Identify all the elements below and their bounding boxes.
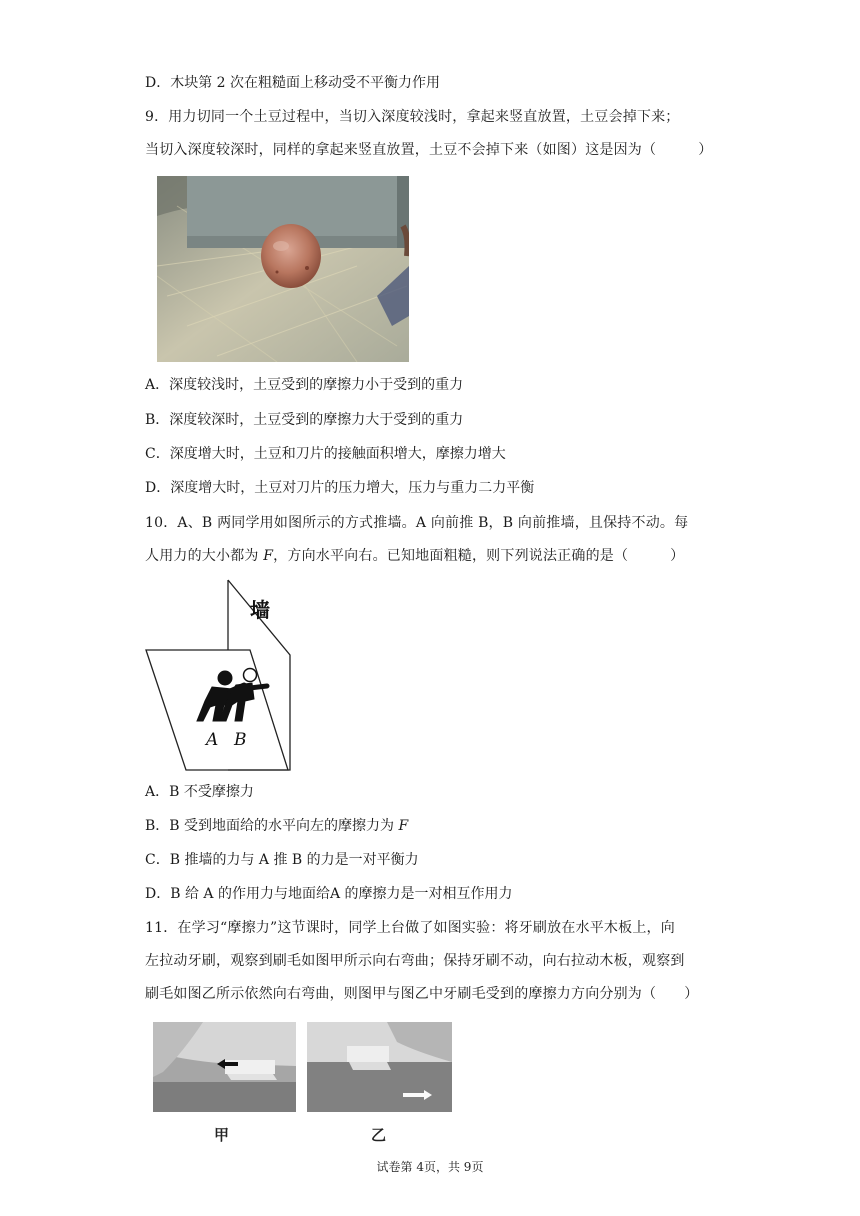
q10-stem-text-b: ，方向水平向右。已知地面粗糙，则下列说法正确的是（ [273, 548, 629, 564]
q10-option-b-variable: F [398, 818, 409, 834]
toothbrush-photo-a [153, 1022, 296, 1112]
toothbrush-photo-b [307, 1022, 452, 1112]
q11-close-paren: ） [684, 986, 699, 1002]
q10-option-b-text: B．B 受到地面给的水平向左的摩擦力为 [145, 818, 399, 834]
potato-knife-photo [157, 176, 409, 362]
page-footer: 试卷第 4页，共 9页 [376, 1160, 484, 1174]
q10-option-a: A．B 不受摩擦力 [145, 784, 254, 800]
q9-option-b: B．深度较深时，土豆受到的摩擦力大于受到的重力 [145, 412, 464, 428]
q9-option-d: D．深度增大时，土豆对刀片的压力增大，压力与重力二力平衡 [145, 480, 535, 496]
q10-option-d: D．B 给 A 的作用力与地面给A 的摩擦力是一对相互作用力 [145, 886, 513, 902]
q10-stem-line2 [145, 546, 684, 566]
q9-option-c: C．深度增大时，土豆和刀片的接触面积增大，摩擦力增大 [145, 446, 506, 462]
label-a: A [206, 730, 219, 750]
q9-close-paren: ） [698, 142, 713, 158]
q10-option-b [145, 816, 408, 836]
q10-stem-text-a: 人用力的大小都为 [145, 548, 264, 564]
q9-stem-line1: 9．用力切同一个土豆过程中，当切入深度较浅时，拿起来竖直放置，土豆会掉下来； [145, 109, 680, 125]
q9-option-a: A．深度较浅时，土豆受到的摩擦力小于受到的重力 [145, 377, 464, 393]
caption-yi: 乙 [371, 1126, 387, 1144]
q9-stem-line2 [145, 140, 712, 160]
q11-stem-line1: 11．在学习“摩擦力”这节课时，同学上台做了如图实验：将牙刷放在水平木板上，向 [145, 920, 675, 936]
q9-stem-text: 当切入深度较深时，同样的拿起来竖直放置，土豆不会掉下来（如图）这是因为（ [145, 142, 657, 158]
wall-label: 墙 [250, 598, 270, 622]
wall-push-diagram [140, 575, 300, 775]
q10-option-c: C．B 推墙的力与 A 推 B 的力是一对平衡力 [145, 852, 419, 868]
q11-stem-line2: 左拉动牙刷，观察到刷毛如图甲所示向右弯曲；保持牙刷不动，向右拉动木板，观察到 [145, 953, 685, 969]
q11-stem-line3 [145, 984, 698, 1004]
label-b: B [234, 730, 247, 750]
q10-force-variable: F [263, 548, 274, 564]
q10-close-paren: ） [670, 548, 685, 564]
q11-stem-text: 刷毛如图乙所示依然向右弯曲，则图甲与图乙中牙刷毛受到的摩擦力方向分别为（ [145, 986, 657, 1002]
caption-jia: 甲 [214, 1126, 230, 1144]
q10-stem-line1: 10．A、B 两同学用如图所示的方式推墙。A 向前推 B，B 向前推墙，且保持不动。每 [145, 515, 689, 531]
q8-option-d: D．木块第 2 次在粗糙面上移动受不平衡力作用 [145, 75, 441, 91]
